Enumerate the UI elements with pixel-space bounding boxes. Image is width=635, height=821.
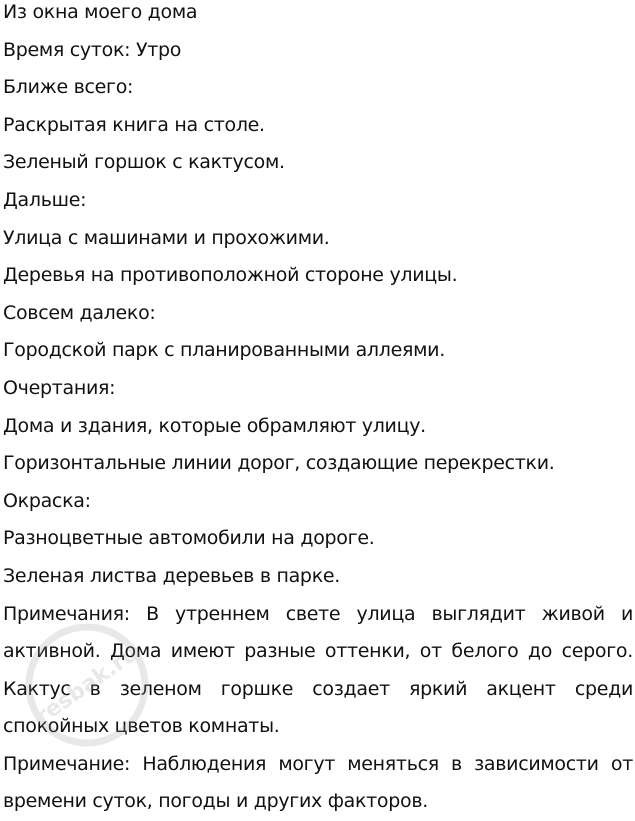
nearest-item-book: Раскрытая книга на столе. [3,113,265,136]
section-heading-nearest: Ближе всего: [3,76,134,99]
outlines-item-houses: Дома и здания, которые обрамляют улицу. [3,414,426,437]
section-heading-farther: Дальше: [3,188,87,211]
section-heading-coloring: Окраска: [3,489,91,512]
final-note-paragraph: Примечание: Наблюдения могут меняться в зависимости от времени суток, погоды и других факторов. [3,752,633,813]
far-away-item-park: Городской парк с планированными аллеями. [3,339,445,362]
farther-item-street: Улица с машинами и прохожими. [3,226,330,249]
notes-paragraph: Примечания: В утреннем свете улица выглядит живой и активной. Дома имеют разные оттенки, от белого до серого. Кактус в зеленом горшке создает яркий акцент среди спокойных цветов комнаты. [3,602,633,738]
nearest-item-cactus: Зеленый горшок с кактусом. [3,151,285,174]
section-heading-outlines: Очертания: [3,376,116,399]
watermark-text: resbak.ru [31,641,144,730]
document-body [3,0,633,821]
farther-item-trees: Деревья на противоположной стороне улицы. [3,264,458,287]
outlines-item-roads: Горизонтальные линии дорог, создающие перекрестки. [3,452,555,475]
time-of-day-line: Время суток: Утро [3,38,182,61]
coloring-item-cars: Разноцветные автомобили на дороге. [3,527,375,550]
coloring-item-foliage: Зеленая листва деревьев в парке. [3,564,340,587]
document-title: Из окна моего дома [3,1,198,23]
section-heading-far-away: Совсем далеко: [3,301,156,324]
